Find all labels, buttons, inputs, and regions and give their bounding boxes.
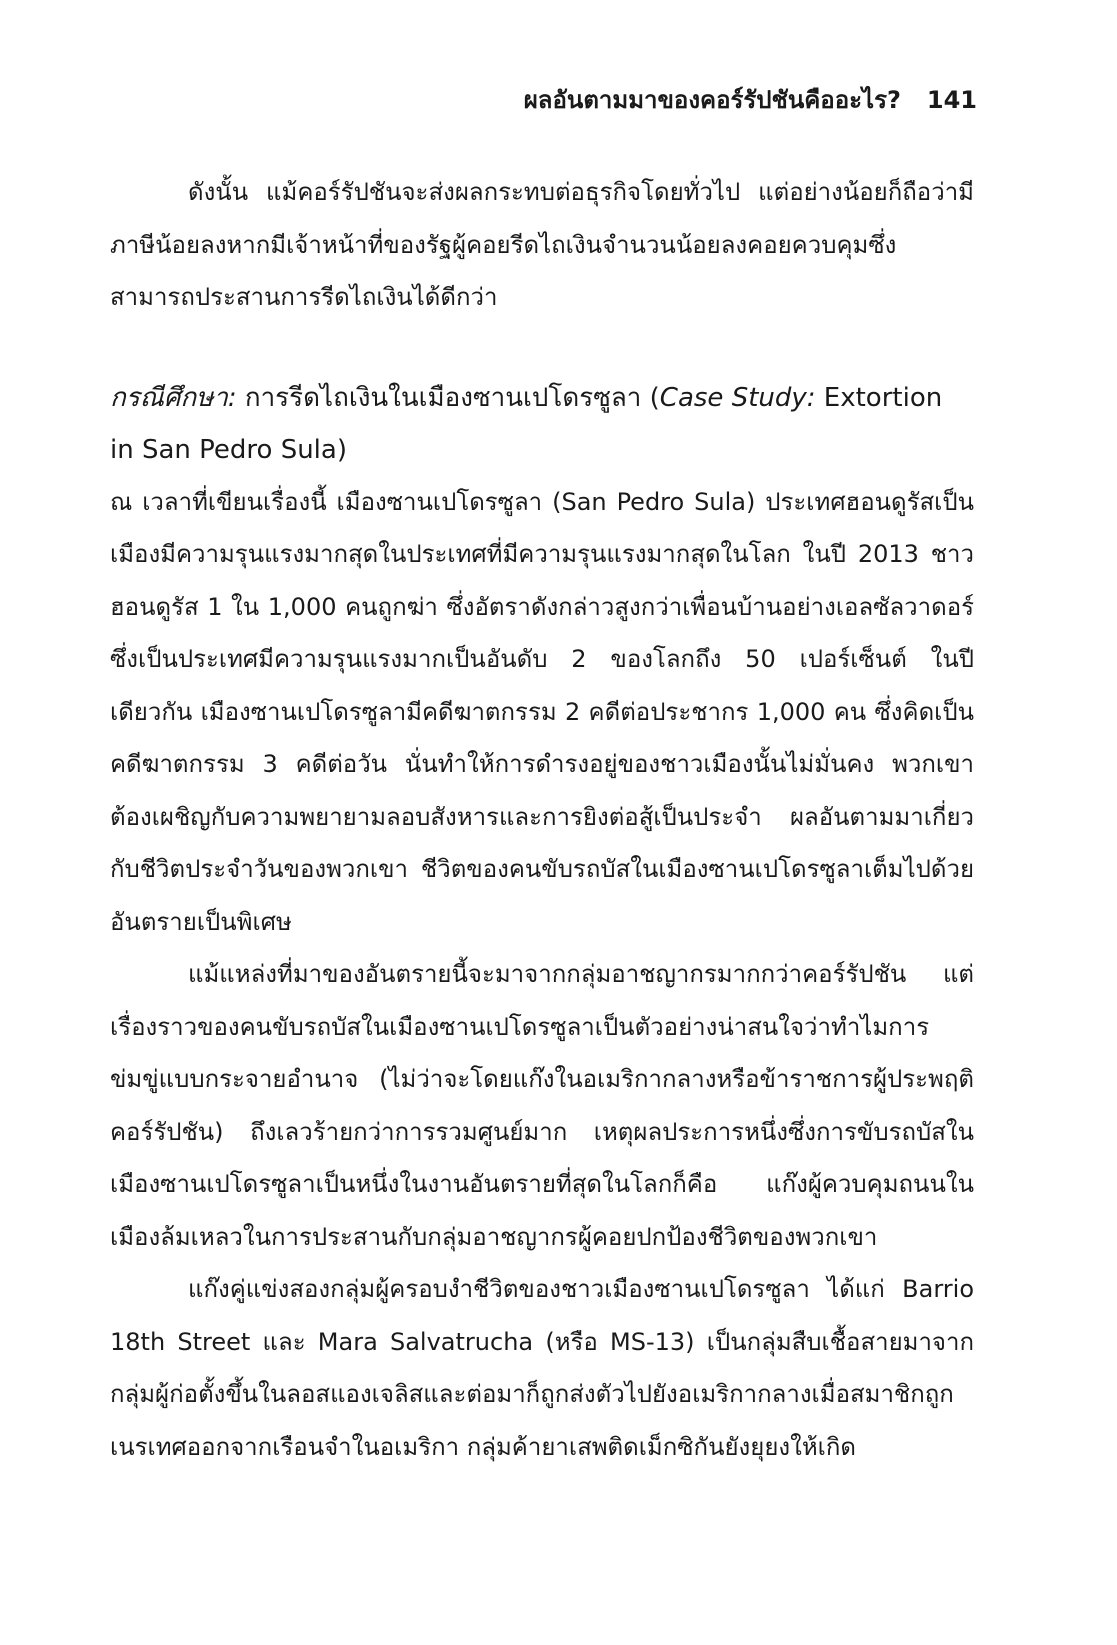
body-paragraph-2: แม้แหล่งที่มาของอันตรายนี้จะมาจากกลุ่มอาชญากรมากกว่าคอร์รัปชัน แต่เรื่องราวของคนขับรถบัสในเมืองซานเปโดรซูลาเป็นตัวอย่างน่าสนใจว่าทำไมการข่มขู่แบบกระจายอำนาจ (ไม่ว่าจะโดยแก๊งในอเมริกากลางหรือข้าราชการผู้ประพฤติคอร์รัปชัน) ถึงเลวร้ายกว่าการรวมศูนย์มาก เหตุผลประการหนึ่งซึ่งการขับรถบัสในเมืองซานเปโดรซูลาเป็นหนึ่งในงานอันตรายที่สุดในโลกก็คือ แก๊งผู้ควบคุมถนนในเมืองล้มเหลวในการประสานกับกลุ่มอาชญากรผู้คอยปกป้องชีวิตของพวกเขา: [110, 960, 974, 1251]
case-study-body: [110, 476, 974, 1474]
case-study-title-english: Extortion in San Pedro Sula): [110, 382, 943, 465]
case-study-title-thai: การรีดไถเงินในเมืองซานเปโดรซูลา (: [236, 382, 660, 413]
body-paragraph-3: แก๊งคู่แข่งสองกลุ่มผู้ครอบงำชีวิตของชาวเมืองซานเปโดรซูลา ได้แก่ Barrio 18th Street และ Mara Salvatrucha (หรือ MS-13) เป็นกลุ่มสืบเชื้อสายมาจากกลุ่มผู้ก่อตั้งขึ้นในลอสแองเจลิสและต่อมาก็ถูกส่งตัวไปยังอเมริกากลางเมื่อสมาชิกถูกเนรเทศออกจากเรือนจำในอเมริกา กลุ่มค้ายาเสพติดเม็กซิกันยังยุยงให้เกิด: [110, 1275, 974, 1461]
running-title: ผลอันตามมาของคอร์รัปชันคืออะไร?: [523, 86, 901, 114]
case-study-label-english: Case Study:: [659, 382, 816, 413]
body-paragraph-1: ณ เวลาที่เขียนเรื่องนี้ เมืองซานเปโดรซูลา (San Pedro Sula) ประเทศฮอนดูรัสเป็นเมืองมีความรุนแรงมากสุดในประเทศที่มีความรุนแรงมากสุดในโลก ในปี 2013 ชาวฮอนดูรัส 1 ใน 1,000 คนถูกฆ่า ซึ่งอัตราดังกล่าวสูงกว่าเพื่อนบ้านอย่างเอลซัลวาดอร์ ซึ่งเป็นประเทศมีความรุนแรงมากเป็นอันดับ 2 ของโลกถึง 50 เปอร์เซ็นต์ ในปีเดียวกัน เมืองซานเปโดรซูลามีคดีฆาตกรรม 2 คดีต่อประชากร 1,000 คน ซึ่งคิดเป็นคดีฆาตกรรม 3 คดีต่อวัน นั่นทำให้การดำรงอยู่ของชาวเมืองนั้นไม่มั่นคง พวกเขาต้องเผชิญกับความพยายามลอบสังหารและการยิงต่อสู้เป็นประจำ ผลอันตามมาเกี่ยวกับชีวิตประจำวันของพวกเขา ชีวิตของคนขับรถบัสในเมืองซานเปโดรซูลาเต็มไปด้วยอันตรายเป็นพิเศษ: [110, 487, 974, 936]
intro-paragraph: ดังนั้น แม้คอร์รัปชันจะส่งผลกระทบต่อธุรกิจโดยทั่วไป แต่อย่างน้อยก็ถือว่ามีภาษีน้อยลงหากมีเจ้าหน้าที่ของรัฐผู้คอยรีดไถเงินจำนวนน้อยลงคอยควบคุมซึ่งสามารถประสานการรีดไถเงินได้ดีกว่า: [110, 178, 974, 311]
page-number: 141: [926, 86, 977, 114]
case-study-heading: [110, 372, 974, 476]
page-content: [110, 166, 974, 1473]
case-study-label-thai: กรณีศึกษา:: [110, 382, 237, 413]
running-header: [524, 80, 977, 119]
